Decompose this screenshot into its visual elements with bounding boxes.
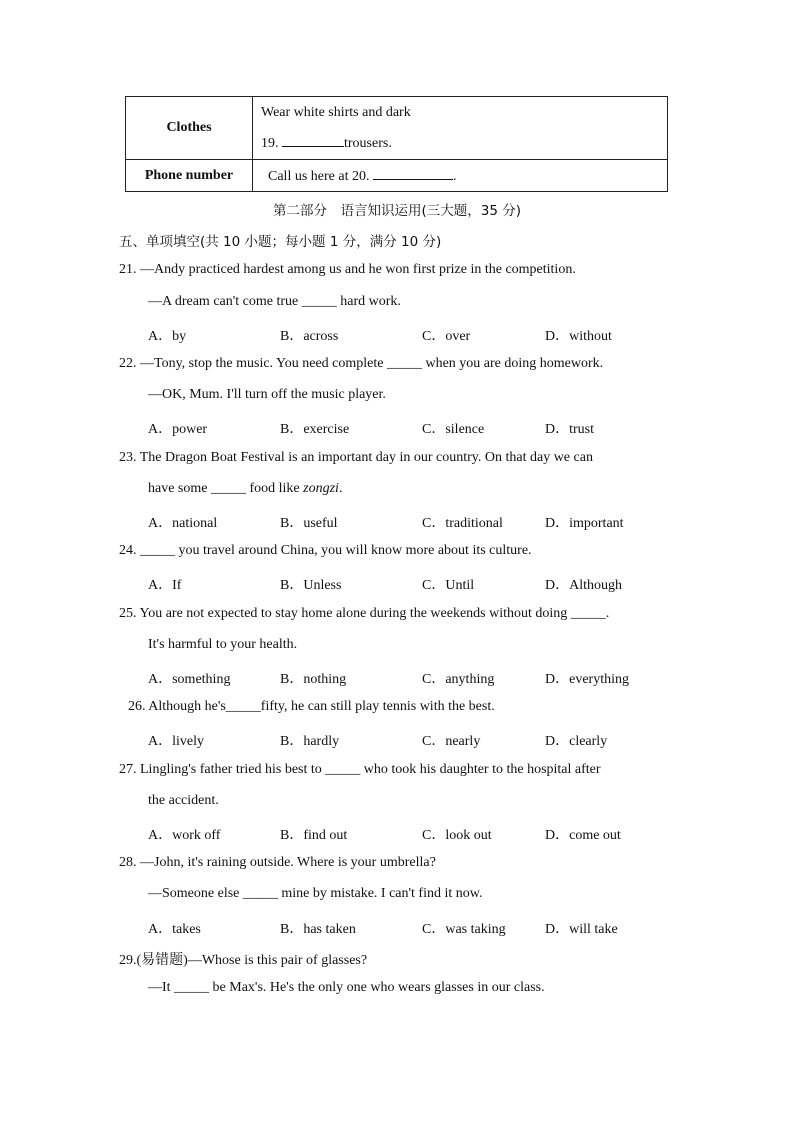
q22-option-a: A．power [148,422,208,437]
info-table [125,96,668,192]
question-23-line2 [148,481,342,497]
q28-option-b: B．has taken [280,922,356,937]
q21-option-c: C．over [422,329,471,344]
q26-option-c: C．nearly [422,734,481,749]
blank-19 [282,133,344,147]
q27-option-b: B．find out [280,828,348,843]
question-29-line2: —It _____ be Max's. He's the only one who wears glasses in our class. [148,980,545,995]
q21-option-b: B．across [280,329,339,344]
q23-italic-word: zongzi [303,481,339,496]
part-heading: 第二部分 语言知识运用(三大题，35 分) [272,203,521,219]
q22-option-c: C．silence [422,422,485,437]
question-28-line2: —Someone else _____ mine by mistake. I can't find it now. [148,886,483,901]
q23-option-c: C．traditional [422,516,503,531]
table-row-phone [126,160,668,192]
phone-text: Call us here at 20. [268,169,373,184]
q24-option-a: A．If [148,578,182,593]
q28-option-d: D．will take [545,922,618,937]
question-23-stem: 23. The Dragon Boat Festival is an important day in our country. On that day we can [119,450,593,465]
question-22-stem: 22. —Tony, stop the music. You need complete _____ when you are doing homework. [119,356,604,371]
q24-option-d: D．Although [545,578,622,593]
q23-option-b: B．useful [280,516,338,531]
question-21-stem: 21. —Andy practiced hardest among us and he won first prize in the competition. [119,262,576,277]
q25-option-b: B．nothing [280,672,347,687]
question-24-stem: 24. _____ you travel around China, you will know more about its culture. [119,543,532,558]
q22-option-b: B．exercise [280,422,350,437]
question-27-stem: 27. Lingling's father tried his best to _____ who took his daughter to the hospital after [119,762,601,777]
q24-option-b: B．Unless [280,578,342,593]
clothes-value [253,97,668,160]
question-29-stem: 29.(易错题)—Whose is this pair of glasses? [119,953,368,968]
q23-line2-suffix: . [338,481,343,496]
q21-option-a: A．by [148,329,187,344]
question-21-line2: —A dream can't come true _____ hard work. [148,294,401,309]
question-26-stem: 26. Although he's_____fifty, he can still play tennis with the best. [128,699,495,714]
q26-option-d: D．clearly [545,734,608,749]
q27-option-c: C．look out [422,828,492,843]
clothes-label: Clothes [126,97,253,160]
phone-value [253,160,668,192]
q28-option-c: C．was taking [422,922,506,937]
table-row-clothes [126,97,668,160]
question-27-line2: the accident. [148,793,219,808]
q27-option-a: A．work off [148,828,221,843]
q23-option-a: A．national [148,516,218,531]
q23-line2-text: have some _____ food like [148,481,304,496]
q25-option-c: C．anything [422,672,495,687]
q21-option-d: D．without [545,329,612,344]
q26-option-a: A．lively [148,734,204,749]
blank-20 [373,166,453,180]
question-25-line2: It's harmful to your health. [148,637,298,652]
q26-option-b: B．hardly [280,734,340,749]
q22-option-d: D．trust [545,422,594,437]
phone-label: Phone number [126,160,253,192]
q28-option-a: A．takes [148,922,201,937]
section-heading: 五、单项填空(共 10 小题；每小题 1 分，满分 10 分) [119,234,442,250]
clothes-line-2 [261,128,667,159]
q25-option-a: A．something [148,672,231,687]
q27-option-d: D．come out [545,828,621,843]
q25-option-d: D．everything [545,672,629,687]
question-25-stem: 25. You are not expected to stay home alone during the weekends without doing _____. [119,606,610,621]
q24-option-c: C．Until [422,578,475,593]
question-28-stem: 28. —John, it's raining outside. Where is your umbrella? [119,855,436,870]
q23-option-d: D．important [545,516,624,531]
clothes-q19-number: 19. [261,136,282,151]
clothes-line-2-suffix: trousers. [344,136,392,151]
clothes-line-1: Wear white shirts and dark [261,105,411,120]
phone-suffix: . [452,169,457,184]
question-22-line2: —OK, Mum. I'll turn off the music player. [148,387,386,402]
